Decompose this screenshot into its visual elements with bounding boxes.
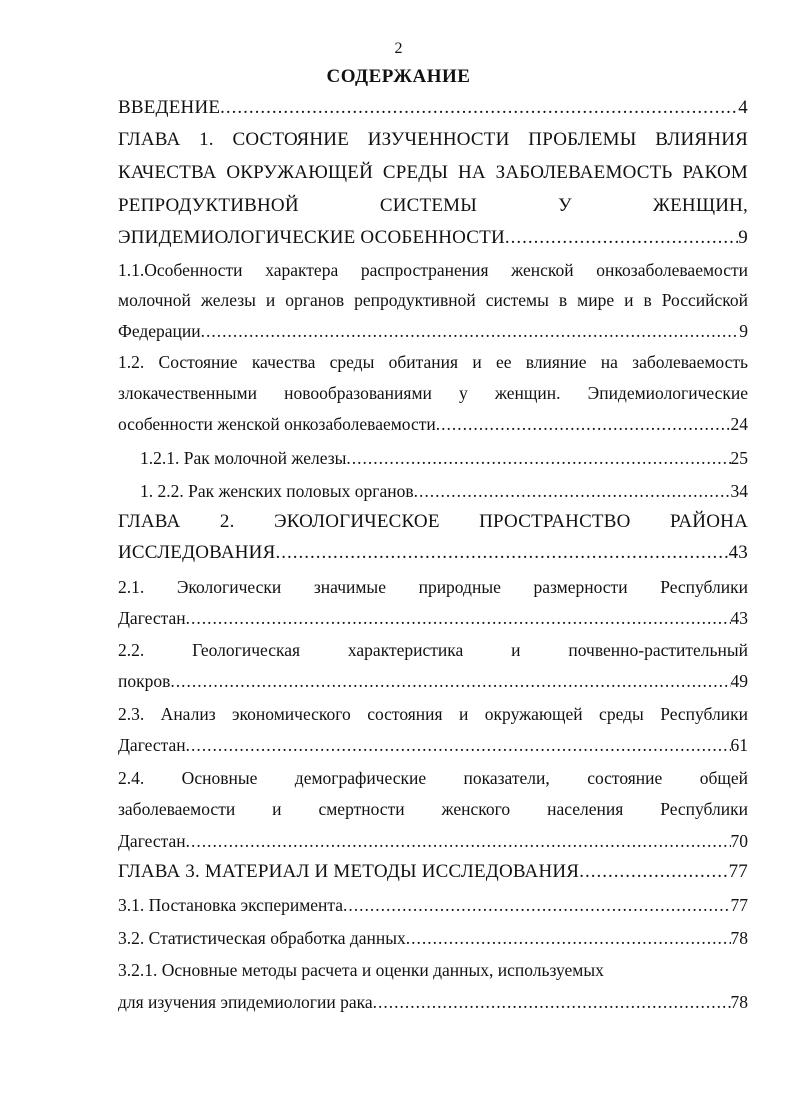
toc-title: СОДЕРЖАНИЕ xyxy=(326,66,471,87)
toc-page-number: 77 xyxy=(728,861,748,882)
toc-chapter-2-line-2 xyxy=(118,541,748,565)
toc-entry-text: ГЛАВА 3. МАТЕРИАЛ И МЕТОДЫ ИССЛЕДОВАНИЯ xyxy=(118,861,580,882)
toc-leader-dots xyxy=(373,990,731,1014)
toc-entry-text: 1.2.1. Рак молочной железы xyxy=(140,448,347,468)
toc-section-2-4-line-2: заболеваемости и смертности женского населения Республики xyxy=(118,799,748,819)
toc-chapter-2-line-1: ГЛАВА 2. ЭКОЛОГИЧЕСКОЕ ПРОСТРАНСТВО РАЙОНА xyxy=(118,511,748,532)
toc-page-number: 49 xyxy=(730,671,748,691)
toc-leader-dots xyxy=(414,479,731,503)
toc-chapter-1-line-4 xyxy=(118,226,748,250)
toc-page-number: 25 xyxy=(730,448,748,468)
toc-leader-dots xyxy=(436,412,731,436)
toc-entry-text: 1. 2.2. Рак женских половых органов xyxy=(140,481,414,501)
toc-section-2-4-line-1: 2.4. Основные демографические показатели, состояние общей xyxy=(118,768,748,788)
toc-leader-dots xyxy=(275,541,728,565)
toc-leader-dots xyxy=(201,319,740,343)
toc-entry-text: 3.2. Статистическая обработка данных xyxy=(118,928,406,948)
toc-section-3-2-1-line-1: 3.2.1. Основные методы расчета и оценки данных, используемых xyxy=(118,960,604,980)
toc-section-1-2-line-3 xyxy=(118,412,748,436)
toc-page-number: 77 xyxy=(730,895,748,915)
toc-entry-text: Дагестан xyxy=(118,608,186,628)
toc-entry-text: Дагестан xyxy=(118,735,186,755)
toc-page-number: 78 xyxy=(730,928,748,948)
toc-page-number: 43 xyxy=(730,608,748,628)
toc-chapter-1-line-2: КАЧЕСТВА ОКРУЖАЮЩЕЙ СРЕДЫ НА ЗАБОЛЕВАЕМОСТЬ РАКОМ xyxy=(118,162,748,183)
toc-leader-dots xyxy=(170,669,730,693)
toc-section-1-1-line-2: молочной железы и органов репродуктивной системы в мире и в Российской xyxy=(118,290,748,310)
toc-section-2-2-line-2 xyxy=(118,669,748,693)
toc-section-1-2-1 xyxy=(140,446,748,470)
toc-leader-dots xyxy=(343,893,730,917)
toc-section-1-2-2 xyxy=(140,479,748,503)
toc-leader-dots xyxy=(505,226,738,250)
toc-section-2-1-line-1: 2.1. Экологически значимые природные размерности Республики xyxy=(118,577,748,597)
toc-entry-text: особенности женской онкозаболеваемости xyxy=(118,414,436,434)
toc-page-number: 4 xyxy=(738,97,748,118)
toc-section-3-2-1-line-2 xyxy=(118,990,748,1014)
toc-section-2-3-line-1: 2.3. Анализ экономического состояния и окружающей среды Республики xyxy=(118,704,748,724)
toc-page-number: 43 xyxy=(728,542,748,563)
toc-entry-text: покров xyxy=(118,671,171,691)
toc-page-number: 34 xyxy=(730,481,748,501)
toc-section-3-2 xyxy=(118,926,748,950)
toc-entry-text: Дагестан xyxy=(118,831,186,851)
toc-leader-dots xyxy=(220,96,738,120)
toc-entry-text: Федерации xyxy=(118,321,201,341)
toc-page-number: 9 xyxy=(739,321,748,341)
toc-page-number: 24 xyxy=(730,414,748,434)
toc-chapter-1-line-3: РЕПРОДУКТИВНОЙ СИСТЕМЫ У ЖЕНЩИН, xyxy=(118,195,748,216)
toc-section-2-3-line-2 xyxy=(118,733,748,757)
toc-leader-dots xyxy=(186,829,731,853)
toc-page-number: 9 xyxy=(738,227,748,248)
toc-section-1-2-line-2: злокачественными новообразованиями у женщин. Эпидемиологические xyxy=(118,383,748,403)
page-number: 2 xyxy=(394,40,403,57)
toc-section-1-1-line-1: 1.1.Особенности характера распространения женской онкозаболеваемости xyxy=(118,260,748,280)
toc-section-2-2-line-1: 2.2. Геологическая характеристика и почвенно-растительный xyxy=(118,640,748,660)
toc-page-number: 61 xyxy=(730,735,748,755)
toc-entry-text: 3.1. Постановка эксперимента xyxy=(118,895,344,915)
toc-page-number: 70 xyxy=(730,831,748,851)
toc-entry-text: ЭПИДЕМИОЛОГИЧЕСКИЕ ОСОБЕННОСТИ xyxy=(118,227,505,248)
toc-entry-text: для изучения эпидемиологии рака xyxy=(118,992,373,1012)
toc-leader-dots xyxy=(186,606,731,630)
toc-leader-dots xyxy=(346,446,730,470)
toc-leader-dots xyxy=(406,926,731,950)
toc-page-number: 78 xyxy=(730,992,748,1012)
toc-section-1-1-line-3 xyxy=(118,319,748,343)
toc-section-1-2-line-1: 1.2. Состояние качества среды обитания и ее влияние на заболеваемость xyxy=(118,352,748,372)
toc-leader-dots xyxy=(579,860,728,884)
toc-chapter-3 xyxy=(118,860,748,884)
toc-section-2-1-line-2 xyxy=(118,606,748,630)
toc-entry-text: ВВЕДЕНИЕ xyxy=(118,97,221,118)
toc-entry-text: ИССЛЕДОВАНИЯ xyxy=(118,542,276,563)
toc-section-2-4-line-3 xyxy=(118,829,748,853)
toc-chapter-1-line-1: ГЛАВА 1. СОСТОЯНИЕ ИЗУЧЕННОСТИ ПРОБЛЕМЫ ВЛИЯНИЯ xyxy=(118,129,748,150)
toc-entry-intro xyxy=(118,96,748,120)
toc-section-3-1 xyxy=(118,893,748,917)
toc-leader-dots xyxy=(186,733,731,757)
